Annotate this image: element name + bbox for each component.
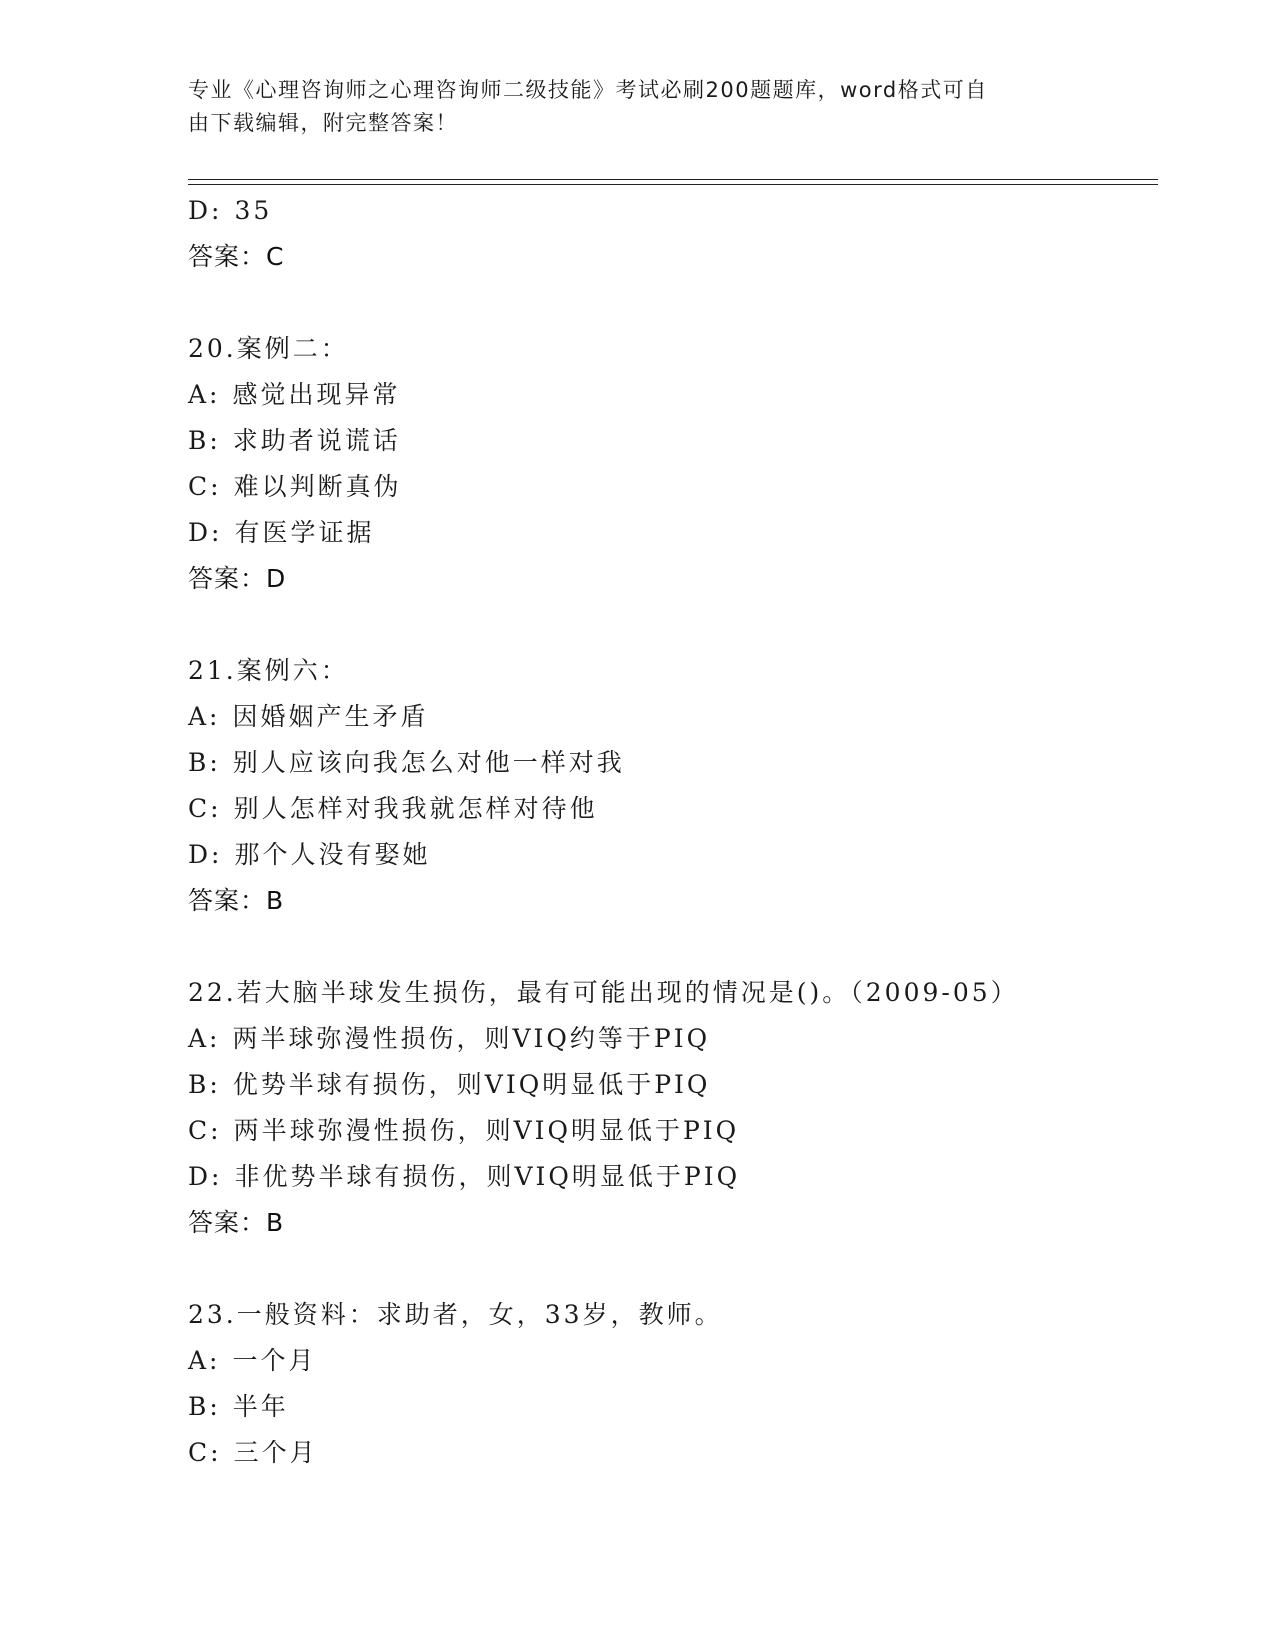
document-header (188, 74, 1088, 140)
option-key: D: (188, 196, 223, 225)
option-b (188, 1062, 1148, 1108)
option-a (188, 1016, 1148, 1062)
option-c (188, 1430, 1148, 1476)
option-key: A: (188, 1024, 221, 1053)
header-line-2: 由下载编辑，附完整答案！ (188, 111, 458, 135)
option-text: 三个月 (233, 1438, 318, 1467)
option-key: B: (188, 1392, 221, 1421)
option-d (188, 188, 1148, 234)
question-stem: 20.案例二： (188, 334, 349, 363)
option-a (188, 372, 1148, 418)
option-text: 非优势半球有损伤，则VIQ明显低于PIQ (234, 1162, 741, 1191)
option-c (188, 1108, 1148, 1154)
option-text: 半年 (232, 1392, 289, 1421)
option-key: A: (188, 380, 221, 409)
option-key: D: (188, 518, 223, 547)
option-text: 一个月 (232, 1346, 317, 1375)
option-key: D: (188, 840, 223, 869)
header-line-1: 专业《心理咨询师之心理咨询师二级技能》考试必刷200题题库，word格式可自 (188, 78, 988, 102)
answer-line: 答案：B (188, 886, 285, 915)
option-key: C: (188, 794, 222, 823)
option-key: C: (188, 472, 222, 501)
option-b (188, 740, 1148, 786)
option-text: 别人怎样对我我就怎样对待他 (233, 794, 598, 823)
option-key: B: (188, 1070, 221, 1099)
option-text: 别人应该向我怎么对他一样对我 (232, 748, 625, 777)
question-list (188, 188, 1148, 1476)
option-key: C: (188, 1116, 222, 1145)
option-text: 难以判断真伪 (233, 472, 402, 501)
answer-line: 答案：C (188, 242, 285, 271)
option-key: A: (188, 1346, 221, 1375)
option-c (188, 464, 1148, 510)
spacer (188, 602, 1148, 648)
answer-line: 答案：B (188, 1208, 285, 1237)
question-stem: 23.一般资料：求助者，女，33岁，教师。 (188, 1300, 723, 1329)
option-key: B: (188, 748, 221, 777)
spacer (188, 924, 1148, 970)
option-text: 优势半球有损伤，则VIQ明显低于PIQ (232, 1070, 711, 1099)
option-text: 有医学证据 (234, 518, 375, 547)
option-d (188, 1154, 1148, 1200)
option-c (188, 786, 1148, 832)
option-d (188, 510, 1148, 556)
option-key: D: (188, 1162, 223, 1191)
option-b (188, 418, 1148, 464)
option-key: B: (188, 426, 221, 455)
option-b (188, 1384, 1148, 1430)
option-text: 求助者说谎话 (232, 426, 401, 455)
option-text: 因婚姻产生矛盾 (232, 702, 429, 731)
question-stem: 22.若大脑半球发生损伤，最有可能出现的情况是()。（2009-05） (188, 978, 1019, 1007)
spacer (188, 1246, 1148, 1292)
answer-line: 答案：D (188, 564, 287, 593)
spacer (188, 280, 1148, 326)
option-text: 两半球弥漫性损伤，则VIQ约等于PIQ (232, 1024, 711, 1053)
option-text: 35 (234, 196, 273, 225)
header-divider-bottom (188, 184, 1158, 185)
option-text: 感觉出现异常 (232, 380, 401, 409)
option-key: A: (188, 702, 221, 731)
question-stem: 21.案例六： (188, 656, 349, 685)
option-a (188, 1338, 1148, 1384)
header-divider-top (188, 179, 1158, 180)
option-text: 两半球弥漫性损伤，则VIQ明显低于PIQ (233, 1116, 740, 1145)
option-a (188, 694, 1148, 740)
option-key: C: (188, 1438, 222, 1467)
option-d (188, 832, 1148, 878)
option-text: 那个人没有娶她 (234, 840, 431, 869)
